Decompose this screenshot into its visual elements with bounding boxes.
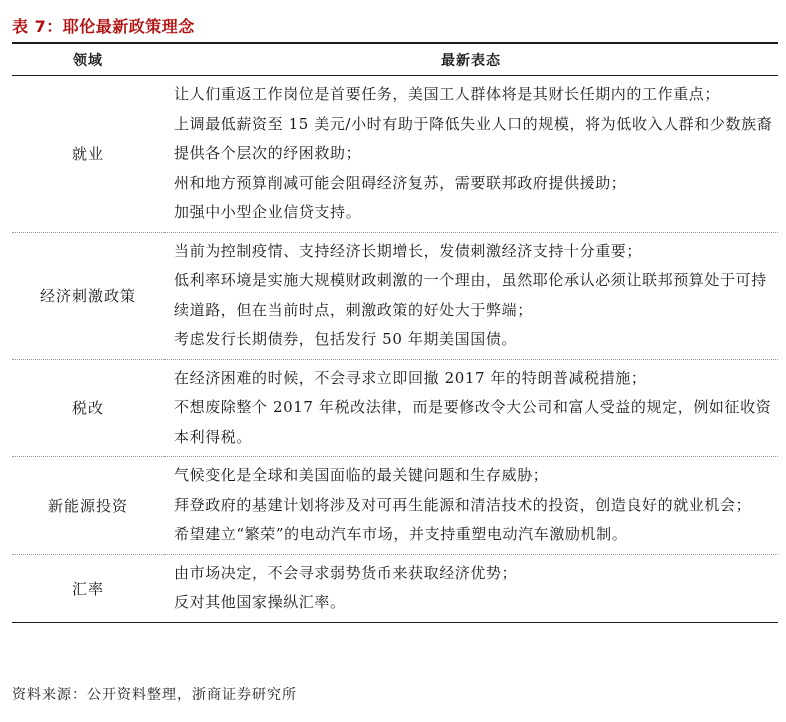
table-header (12, 43, 778, 76)
row-category: 汇率 (71, 579, 104, 598)
list-item: 让人们重返工作岗位是首要任务，美国工人群体将是其财长任期内的工作重点； (174, 85, 721, 103)
list-item: 考虑发行长期债券，包括发行 50 年期美国国债。 (174, 330, 518, 348)
table-body (12, 76, 778, 623)
table-row-employment (12, 76, 778, 233)
list-item: 上调最低薪资至 15 美元/小时有助于降低失业人口的规模，将为低收入人群和少数族裔提供各个层次的纾困救助； (174, 114, 773, 162)
row-category: 就业 (71, 145, 104, 164)
list-item: 州和地方预算削减可能会阻碍经济复苏，需要联邦政府提供援助； (174, 173, 627, 192)
policy-table-container (12, 42, 778, 623)
row-content (164, 457, 778, 555)
list-item: 拜登政府的基建计划将涉及对可再生能源和清洁技术的投资，创造良好的就业机会； (174, 495, 752, 514)
list-item: 由市场决定，不会寻求弱势货币来获取经济优势； (174, 563, 518, 582)
row-content (164, 76, 778, 233)
policy-table (12, 42, 778, 623)
row-content (164, 359, 778, 457)
table-row-new-energy (12, 457, 778, 555)
table-row-tax-reform (12, 359, 778, 457)
table-row-stimulus (12, 232, 778, 359)
list-item: 在经济困难的时候，不会寻求立即回撤 2017 年的特朗普减税措施； (174, 368, 647, 387)
row-content (164, 554, 778, 622)
source-note: 资料来源：公开资料整理，浙商证券研究所 (12, 687, 297, 703)
list-item: 气候变化是全球和美国面临的最关键问题和生存威胁； (174, 466, 549, 484)
header-category: 领域 (73, 52, 103, 69)
row-category: 经济刺激政策 (39, 287, 136, 305)
table-row-exchange-rate (12, 554, 778, 622)
list-item: 低利率环境是实施大规模财政刺激的一个理由，虽然耶伦承认必须让联邦预算处于可持续道路，但在当前时点，刺激政策的好处大于弊端； (174, 271, 767, 319)
list-item: 加强中小型企业信贷支持。 (174, 203, 362, 221)
list-item: 反对其他国家操纵汇率。 (174, 593, 346, 611)
row-content (164, 232, 778, 359)
list-item: 当前为控制疫情、支持经济长期增长，发债刺激经济支持十分重要； (174, 241, 643, 260)
row-category: 新能源投资 (47, 496, 128, 515)
header-row (12, 43, 778, 76)
list-item: 希望建立“繁荣”的电动汽车市场，并支持重塑电动汽车激励机制。 (174, 525, 628, 543)
list-item: 不想废除整个 2017 年税改法律，而是要修改令大公司和富人受益的规定，例如征收资本利得税。 (174, 398, 772, 446)
header-content: 最新表态 (441, 52, 501, 69)
table-title: 表 7：耶伦最新政策理念 (12, 17, 195, 36)
row-category: 税改 (71, 399, 104, 418)
